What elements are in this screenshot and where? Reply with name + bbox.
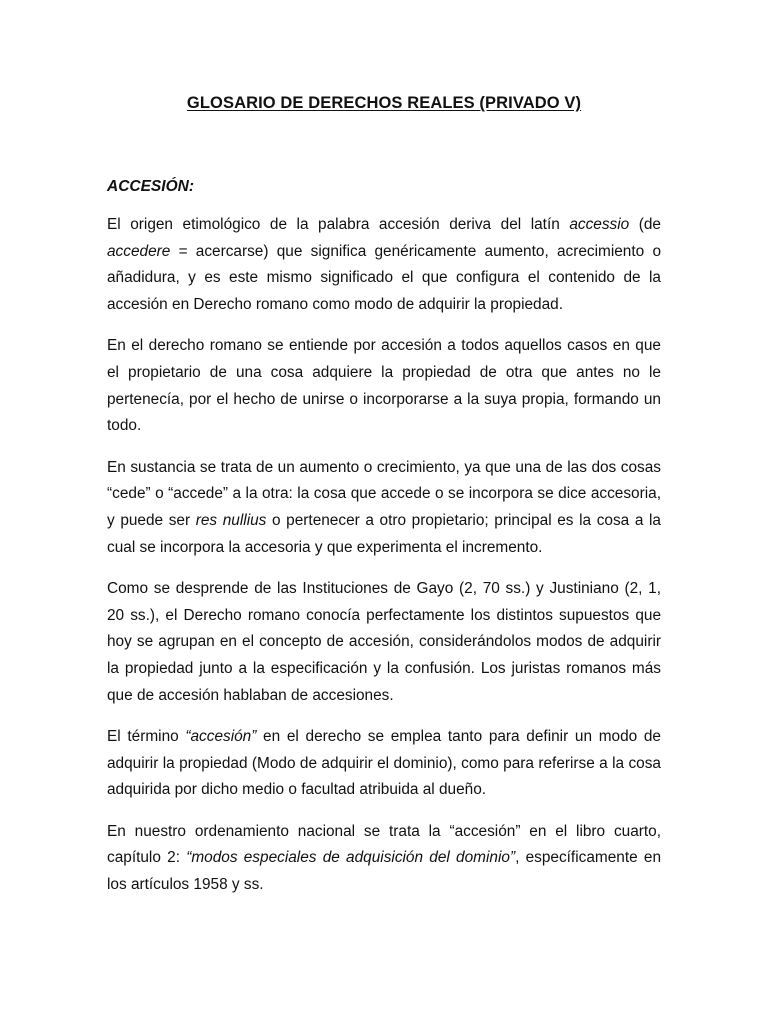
italic-term-accessio: accessio xyxy=(569,216,630,233)
paragraph-text: Como se desprende de las Instituciones de Gayo (2, 70 ss.) y Justiniano (2, 1, 20 ss.), el Derecho romano conocía perfectamente los distintos supuestos que hoy se agrupan en el concepto de accesión, considerándolos modos de adquirir la propiedad junto a la especificación y la confusión. Los juristas romanos más que de accesión hablaban de accesiones. xyxy=(107,580,661,704)
paragraph-6 xyxy=(107,819,661,899)
paragraph-text: , específicamente en los artículos 1958 y ss. xyxy=(107,849,661,894)
italic-term-accesion: “accesión” xyxy=(185,728,257,746)
paragraph-text: El término xyxy=(107,728,186,746)
paragraph-text: o pertenecer a otro propietario; principal es la cosa a la cual se incorpora la accesoria y que experimenta el incremento. xyxy=(107,511,661,556)
paragraph-4 xyxy=(107,576,661,709)
paragraph-1 xyxy=(107,212,661,318)
paragraph-text: En sustancia se trata de un aumento o crecimiento, ya que una de las dos cosas “cede” o “accede” a la otra: la cosa que accede o se incorpora se dice accesoria, y puede ser xyxy=(107,458,661,529)
paragraph-text: En nuestro ordenamiento nacional se trata la “accesión” en el libro cuarto, capítulo 2: xyxy=(107,822,661,867)
italic-term-accedere: accedere xyxy=(107,242,171,260)
section-heading-accesion: ACCESIÓN: xyxy=(107,178,194,195)
paragraph-text: El origen etimológico de la palabra accesión deriva del latín xyxy=(107,216,570,233)
paragraph-3 xyxy=(107,455,661,561)
italic-quote-modos-especiales: “modos especiales de adquisición del dominio” xyxy=(186,849,516,867)
document-title: GLOSARIO DE DERECHOS REALES (PRIVADO V) xyxy=(186,94,582,112)
paragraph-text: En el derecho romano se entiende por accesión a todos aquellos casos en que el propietario de una cosa adquiere la propiedad de otra que antes no le pertenecía, por el hecho de unirse o incorporarse a la suya propia, formando un todo. xyxy=(107,337,661,435)
paragraph-2 xyxy=(107,333,661,439)
italic-term-res-nullius: res nullius xyxy=(195,511,267,529)
paragraph-text: (de xyxy=(629,216,661,233)
paragraph-text: en el derecho se emplea tanto para definir un modo de adquirir la propiedad (Modo de adquirir el dominio), como para referirse a la cosa adquirida por dicho medio o facultad atribuida al dueño. xyxy=(107,728,661,799)
paragraph-5 xyxy=(107,724,661,804)
paragraph-text: = acercarse) que significa genéricamente aumento, acrecimiento o añadidura, y es este mismo significado el que configura el contenido de la accesión en Derecho romano como modo de adquirir la propiedad. xyxy=(107,242,661,313)
